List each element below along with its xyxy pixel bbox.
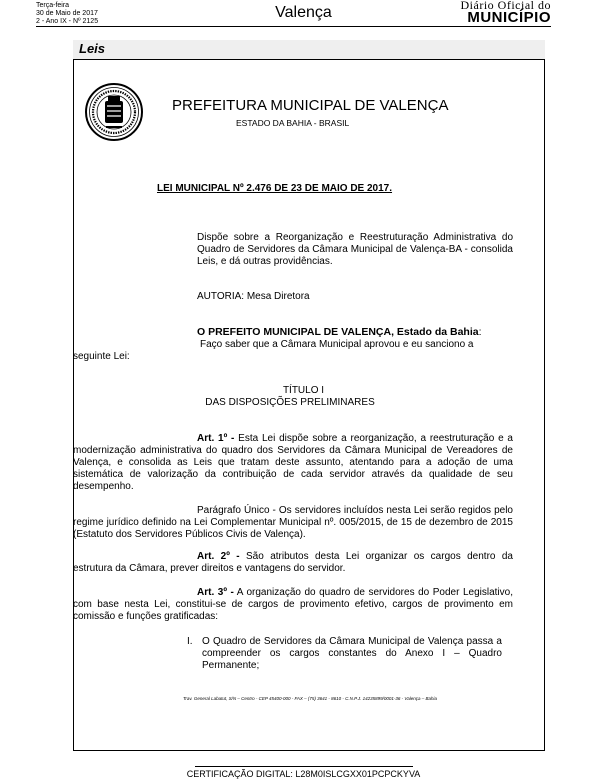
gazette-logo-bottom: MUNICÍPIO [467,9,551,26]
preamble-heading [197,326,482,338]
footer-address: Trav. General Labatut, S/N – Centro - CEP 45400-000 - FAX – (75) 3641 - 8610 - C.N.P.J. 14235899/0001-36 - Valença – Bahia [183,696,437,701]
item-1-number: I. [187,636,193,647]
org-title: PREFEITURA MUNICIPAL DE VALENÇA [172,97,449,114]
item-1-text: O Quadro de Servidores da Câmara Municipal de Valença passa a compreender os cargos constantes do Anexo I – Quadro Permanente; [202,636,502,671]
article-2-label: Art. 2º - [197,551,240,562]
gazette-logo [461,0,551,25]
title-number: TÍTULO I [282,385,325,396]
section-label: Leis [79,41,106,56]
edition-number: 2 - Ano IX - Nº 2125 [36,18,99,25]
section-header-bar [73,40,545,60]
preamble-colon: : [478,326,482,338]
certification-rule [195,766,413,767]
article-1-text: Esta Lei dispõe sobre a reorganização, a reestruturação e a modernização administrativa do quadro dos Servidores da Câmara Municipal de Vereadores de Valença, e consolida as Leis que tratam deste assunto, atentando para a adoção de uma sistemática de valorização da contribuição de cada servidor através da qualidade de seu desempenho. [73,433,513,492]
municipal-seal-icon [84,82,144,142]
article-1-label: Art. 1º - [197,433,235,444]
article-2-text: São atributos desta Lei organizar os cargos dentro da estrutura da Câmara, prever direitos e vantagens do servidor. [73,551,513,574]
preamble-bold: O PREFEITO MUNICIPAL DE VALENÇA, Estado da Bahia [197,326,479,338]
article-3-label: Art. 3º - [197,587,234,598]
gazette-logo-top: Diário Oficial do [460,0,551,12]
title-name: DAS DISPOSIÇÕES PRELIMINARES [205,397,375,408]
preamble-text-2: seguinte Lei: [73,351,130,362]
article-2 [73,551,513,575]
org-subtitle: ESTADO DA BAHIA - BRASIL [236,118,350,128]
preamble-text-1: Faço saber que a Câmara Municipal aprovou e eu sanciono a [200,339,474,350]
edition-date: 30 de Maio de 2017 [36,10,98,17]
law-ementa: Dispõe sobre a Reorganização e Reestruturação Administrativa do Quadro de Servidores da Câmara Municipal de Valença-BA - consolida Leis, e dá outras providências. [197,232,513,267]
article-3 [73,587,513,623]
header-rule [36,26,551,27]
sole-paragraph: Parágrafo Único - Os servidores incluídos nesta Lei serão regidos pelo regime jurídico definido na Lei Complementar Municipal nº. 005/2015, de 15 de dezembro de 2015 (Estatuto dos Servidores Públicos Civis de Valença). [73,505,513,540]
article-3-text: A organização do quadro de servidores do Poder Legislativo, com base nesta Lei, constitui-se de cargos de provimento efetivo, cargos de provimento em comissão e funções gratificadas: [73,587,513,622]
city-name: Valença [275,4,332,21]
digital-certification: CERTIFICAÇÃO DIGITAL: L28M0ISLCGXX01PCPCKYVA [186,769,421,779]
law-title: LEI MUNICIPAL Nº 2.476 DE 23 DE MAIO DE 2017. [157,183,393,194]
law-autoria: AUTORIA: Mesa Diretora [197,291,310,302]
article-1 [73,433,513,493]
edition-weekday: Terça-feira [36,2,70,9]
